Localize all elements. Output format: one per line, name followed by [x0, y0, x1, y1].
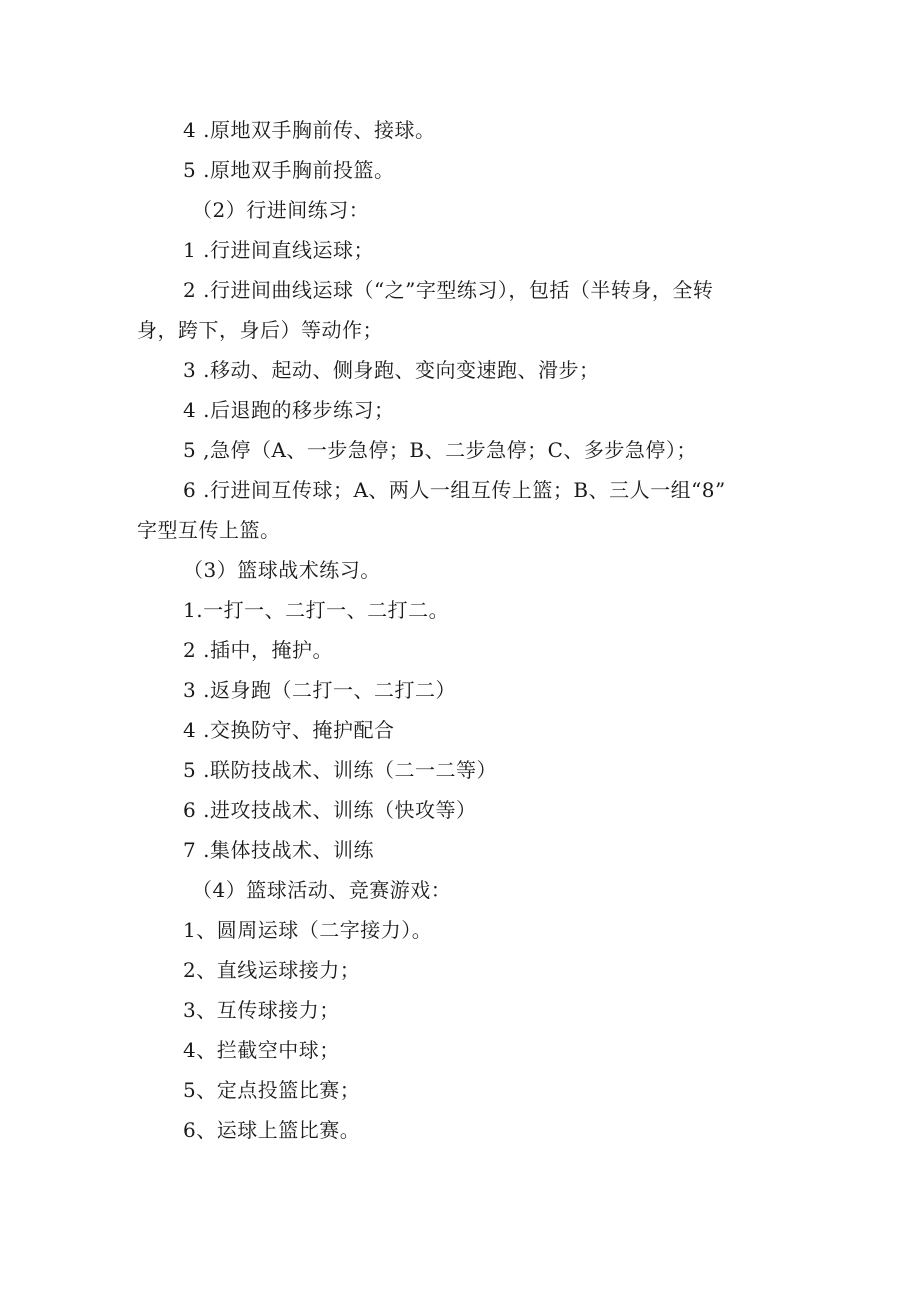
- text-line: 4 .后退跑的移步练习；: [183, 398, 395, 422]
- text-line: 3 .移动、起动、侧身跑、变向变速跑、滑步；: [183, 358, 600, 382]
- text-line: 1.一打一、二打一、二打二。: [183, 598, 450, 622]
- text-line: 3、互传球接力；: [183, 998, 340, 1022]
- text-line: 5 .原地双手胸前投篮。: [183, 158, 395, 182]
- text-line: 4 .原地双手胸前传、接球。: [183, 118, 436, 142]
- text-line: 2 .行进间曲线运球（“之”字型练习），包括（半转身，全转: [183, 278, 714, 302]
- text-line: 6、运球上篮比赛。: [183, 1118, 361, 1142]
- text-line: 4、拦截空中球；: [183, 1038, 340, 1062]
- section-heading: （4）篮球活动、竞赛游戏：: [192, 878, 452, 902]
- text-line: 7 .集体技战术、训练: [183, 838, 374, 862]
- text-line: 6 .行进间互传球；A、两人一组互传上篮；B、三人一组“8”: [183, 478, 726, 502]
- text-line: 1、圆周运球（二字接力）。: [183, 918, 433, 942]
- text-line-continuation: 字型互传上篮。: [137, 518, 281, 542]
- section-heading: （2）行进间练习：: [192, 198, 370, 222]
- text-line: 2、直线运球接力；: [183, 958, 361, 982]
- text-line: 4 .交换防守、掩护配合: [183, 718, 395, 742]
- text-line: 2 .插中，掩护。: [183, 638, 333, 662]
- text-line-continuation: 身，跨下，身后）等动作；: [137, 318, 383, 342]
- text-line: 5 ,急停（A、一步急停；B、二步急停；C、多步急停）；: [183, 438, 697, 462]
- text-line: 3 .返身跑（二打一、二打二）: [183, 678, 456, 702]
- text-line: 6 .进攻技战术、训练（快攻等）: [183, 798, 477, 822]
- text-line: 5、定点投篮比赛；: [183, 1078, 361, 1102]
- text-line: 5 .联防技战术、训练（二一二等）: [183, 758, 497, 782]
- section-heading: （3）篮球战术练习。: [183, 558, 381, 582]
- text-line: 1 .行进间直线运球；: [183, 238, 374, 262]
